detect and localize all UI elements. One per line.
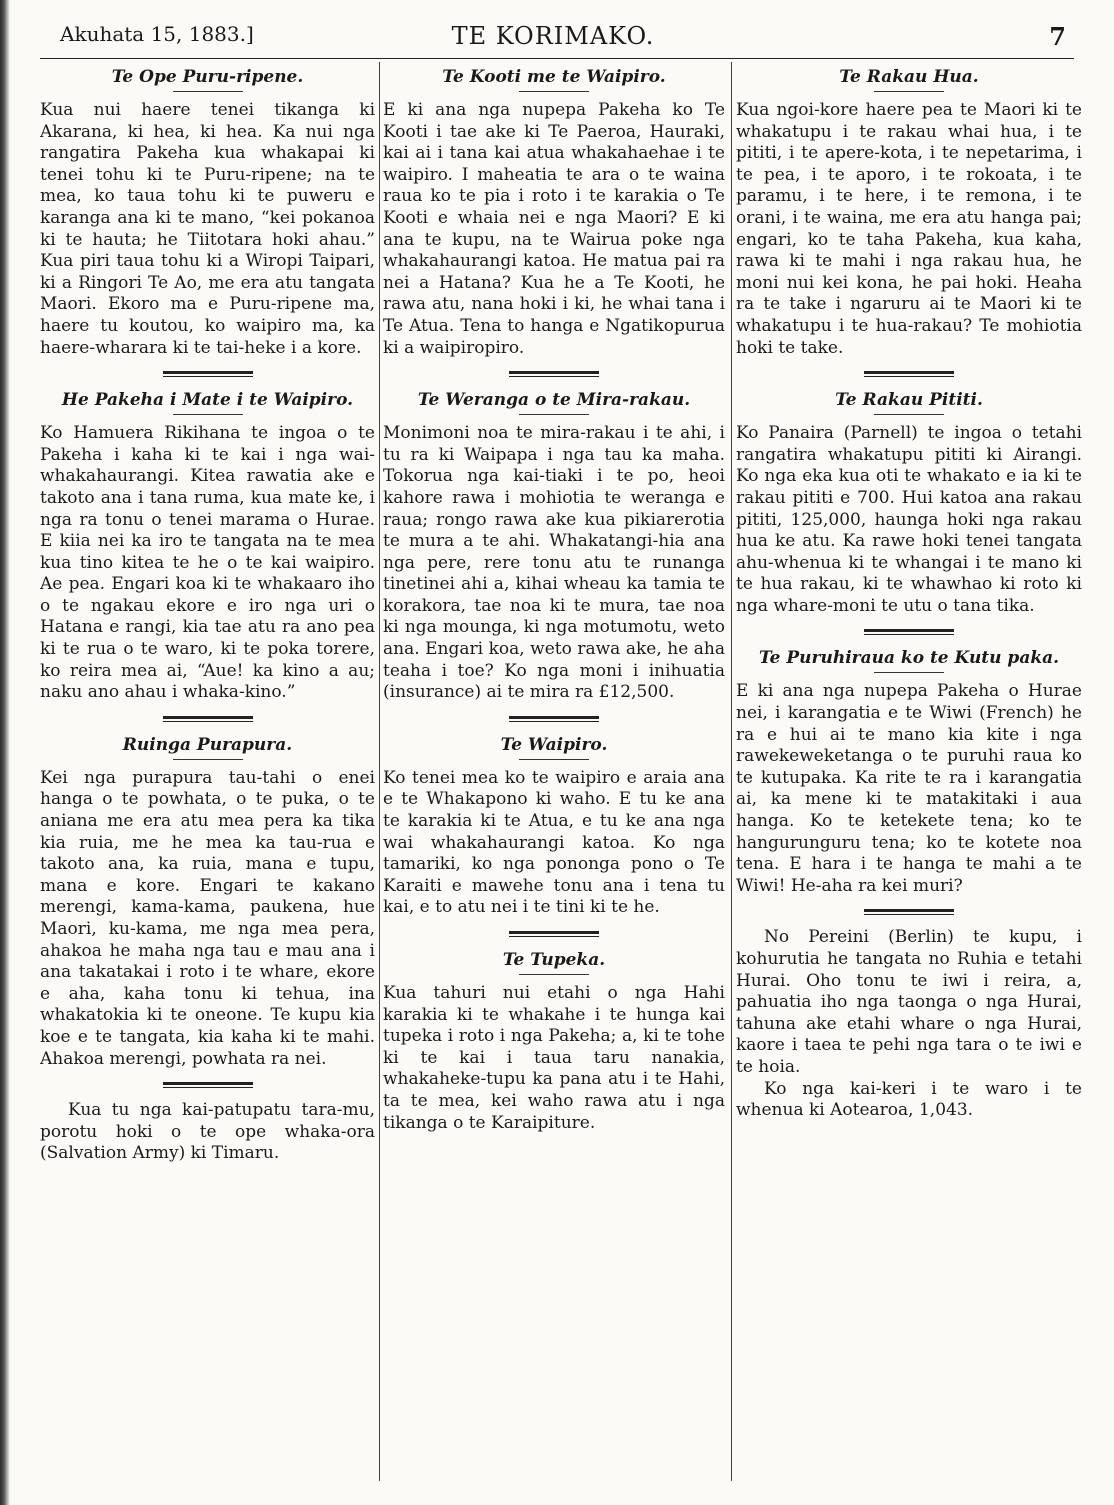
article-title: Te Waipiro. bbox=[500, 734, 608, 755]
page-number: 7 bbox=[1049, 22, 1066, 51]
column-divider bbox=[379, 62, 380, 1481]
article-body: Kua tu nga kai-patupatu tara-mu, porotu hoki o te ope whaka-ora (Salvation Army) ki Timaru. bbox=[40, 1100, 375, 1164]
article-title: Te Weranga o te Mira-rakau. bbox=[417, 390, 691, 411]
article-title: Te Puruhiraua ko te Kutu paka. bbox=[758, 648, 1060, 669]
article-body: Ko Panaira (Parnell) te ingoa o tetahi rangatira whakatupu pititi ki Airangi. Ko nga eka kua oti te whakato e ia ki te rakau pititi e 700. Hui katoa ana rakau pititi, 125,000, haunga hoki nga rakau hua ke atu. Ka rawe hoki tenei tangata ahu-whenua ki te whangai i te mano ki te hua rakau, ki te whawhao ki roto ki nga whare-moni te utu o tana tika. bbox=[736, 423, 1082, 616]
article-separator bbox=[509, 371, 599, 377]
title-rule bbox=[874, 91, 944, 92]
newspaper-title: TE KORIMAKO. bbox=[451, 22, 655, 50]
article-separator bbox=[864, 909, 954, 915]
article-body: Kua nui haere tenei tikanga ki Akarana, ki hea, ki hea. Ka nui nga rangatira Pakeha kua whakapai ki tenei tohu ki te Puru-ripene; na te mea, ko taua tohu ki te puweru e karanga ana ki te mano, “kei pokanoa ki te hauta; he Tiitotara hoki ahau.” Kua piri taua tohu ki a Wiropi Taipari, ki a Ringori Te Ao, me era atu tangata Maori. Ekoro ma e Puru-ripene ma, haere tu koutou, ko waipiro ma, ka haere-wharara ki te tai-heke i a kore. bbox=[40, 100, 375, 358]
title-rule bbox=[874, 672, 944, 673]
title-rule bbox=[519, 759, 589, 760]
column-2 bbox=[383, 62, 725, 1475]
article-title: Ruinga Purapura. bbox=[122, 734, 293, 755]
article-body: Ko nga kai-keri i te waro i te whenua ki Aotearoa, 1,043. bbox=[736, 1078, 1082, 1121]
title-rule bbox=[173, 414, 243, 415]
column-1 bbox=[40, 62, 375, 1475]
article-title: Te Rakau Pititi. bbox=[835, 390, 983, 411]
header-rule bbox=[40, 58, 1074, 59]
page-header bbox=[40, 18, 1066, 58]
title-rule bbox=[519, 974, 589, 975]
article-body: Kua tahuri nui etahi o nga Hahi karakia ki te whakahe i te hunga kai tupeka i roto i nga Pakeha; a, ki te tohe ki te kai i taua taru nanakia, whakaheke-tupu ka pana atu i te Hahi, ta te mea, kei waho rawa atu i nga tikanga o te Karaipiture. bbox=[383, 983, 725, 1133]
column-3 bbox=[736, 62, 1082, 1475]
title-rule bbox=[519, 91, 589, 92]
article-title: Te Tupeka. bbox=[502, 950, 606, 970]
article-body: E ki ana nga nupepa Pakeha ko Te Kooti i tae ake ki Te Paeroa, Hauraki, kai ai i tana kai atua whakahaehae i te waipiro. I maheatia te ara o te waina raua ko te pia i roto i te karakia o Te Kooti e whaia nei e nga Maori? E ki ana te kupu, na te Wairua poke nga whakahaurangi katoa. He matua pai ra nei a Hatana? Kua he a Te Kooti, he rawa atu, nana hoki i ki, he whai tana i Te Atua. Tena to hanga e Ngatikopurua ki a waipiropiro. bbox=[383, 100, 725, 358]
article-body: Ko tenei mea ko te waipiro e araia ana e te Whakapono ki waho. E tu ke ana te karakia ki te Atua, e tu ke ana nga wai whakahaurangi katoa. Ko nga tamariki, ko nga pononga pono o Te Karaiti e mawehe tonu ana i tena tu kai, e to atu nei i te tini ki te he. bbox=[383, 767, 725, 918]
article-title: He Pakeha i Mate i te Waipiro. bbox=[61, 390, 354, 411]
binding-edge bbox=[0, 0, 10, 1505]
article-separator bbox=[509, 931, 599, 937]
article-separator bbox=[163, 716, 253, 722]
title-rule bbox=[173, 91, 243, 92]
title-rule bbox=[173, 759, 243, 760]
article-separator bbox=[509, 716, 599, 722]
column-divider bbox=[731, 62, 732, 1481]
article-separator bbox=[864, 371, 954, 377]
article-body: Kua ngoi-kore haere pea te Maori ki te whakatupu i te rakau whai hua, i te pititi, i te apere-kota, i te nepetarima, i te pea, i te aporo, i te rokoata, i te paramu, i te here, i te remona, i te orani, i te waina, me era atu hanga pai; engari, ko te taha Pakeha, kua kaha, rawa ki te mahi i nga rakau hua, he moni nui kei kona, he pai hoki. Heaha ra te take i ngaruru ai te Maori ki te whakatupu i te hua-rakau? Te mohiotia hoki te take. bbox=[736, 100, 1082, 358]
article-body: Kei nga purapura tau-tahi o enei hanga o te powhata, o te puka, o te aniana me era atu mea pera ka tika kia ruia, me he mea ka tau-rua e takoto ana, ka ruia, mana e tupu, mana e kore. Engari te kakano merengi, kama-kama, paukena, hue Maori, ku-kama, me nga mea pera, ahakoa he maha nga tau e mau ana i ana takatakai i roto i te whare, ekore e aha, kaha tonu ki tehua, ina whakatokia ki te oneone. Te kupu kia koe e te tangata, kia kaha ki te mahi. Ahakoa merengi, powhata ra nei. bbox=[40, 767, 375, 1069]
article-body: Ko Hamuera Rikihana te ingoa o te Pakeha i kaha ki te kai i nga wai-whakahaurangi. Kitea rawatia ake e takoto ana i tana ruma, kua mate ke, i nga ra tonu o tenei marama o Hurae. E kiia nei ka iro te tangata na te mea kua tino kitea te he o te kai waipiro. Ae pea. Engari koa ki te whakaaro iho o te ngakau ekore e iro nga uri o Hatana e rangi, kia tae atu ra ano pea ki te rua o te waro, ki te poka torere, ko reira mea ai, “Aue! ka kino a au; naku ano ahau i whaka-kino.” bbox=[40, 423, 375, 703]
issue-date: Akuhata 15, 1883.] bbox=[60, 22, 254, 46]
article-separator bbox=[163, 371, 253, 377]
title-rule bbox=[874, 414, 944, 415]
title-rule bbox=[519, 414, 589, 415]
article-body: Monimoni noa te mira-rakau i te ahi, i tu ra ki Waipapa i nga tau ka maha. Tokorua nga kai-tiaki i te po, heoi kahore rawa i mohiotia te weranga e raua; rongo rawa ake kua pikiarerotia te mura a te ahi. Whakatangi-hia ana nga pere, rere tonu atu te runanga tinetinei ahi a, kihai wheau ka tamia te korakora, tae noa ki te mura, tae noa ki nga mounga, ki nga motumotu, weto ana. Engari koa, weto rawa ake, he aha teaha i toe? Ko nga moni i inihuatia (insurance) ai te mira ra £12,500. bbox=[383, 423, 725, 703]
article-body: No Pereini (Berlin) te kupu, i kohurutia he tangata no Ruhia e tetahi Hurai. Oho tonu te iwi i reira, a, pahuatia iho nga taonga o nga Hurai, tahuna ake etahi whare o nga Hurai, kaore i taea te pehi nga tara o te iwi e te hoia. bbox=[736, 927, 1082, 1077]
article-title: Te Kooti me te Waipiro. bbox=[442, 67, 666, 87]
article-title: Te Rakau Hua. bbox=[839, 67, 979, 87]
article-separator bbox=[864, 629, 954, 635]
article-title: Te Ope Puru-ripene. bbox=[111, 67, 304, 87]
article-separator bbox=[163, 1082, 253, 1088]
article-body: E ki ana nga nupepa Pakeha o Hurae nei, i karangatia e te Wiwi (French) he ra e hui ai te mano kia kite i nga rawekeweketanga o te puruhi raua ko te kutupaka. Ka rite te ra i karangatia ai, ka mene ki te matakitaki i aua hanga. Ko te ketekete tena; ko te hangurunguru tena; ko te kotete noa tena. E hara i te hanga te mahi a te Wiwi! He-aha ra kei muri? bbox=[736, 681, 1082, 896]
